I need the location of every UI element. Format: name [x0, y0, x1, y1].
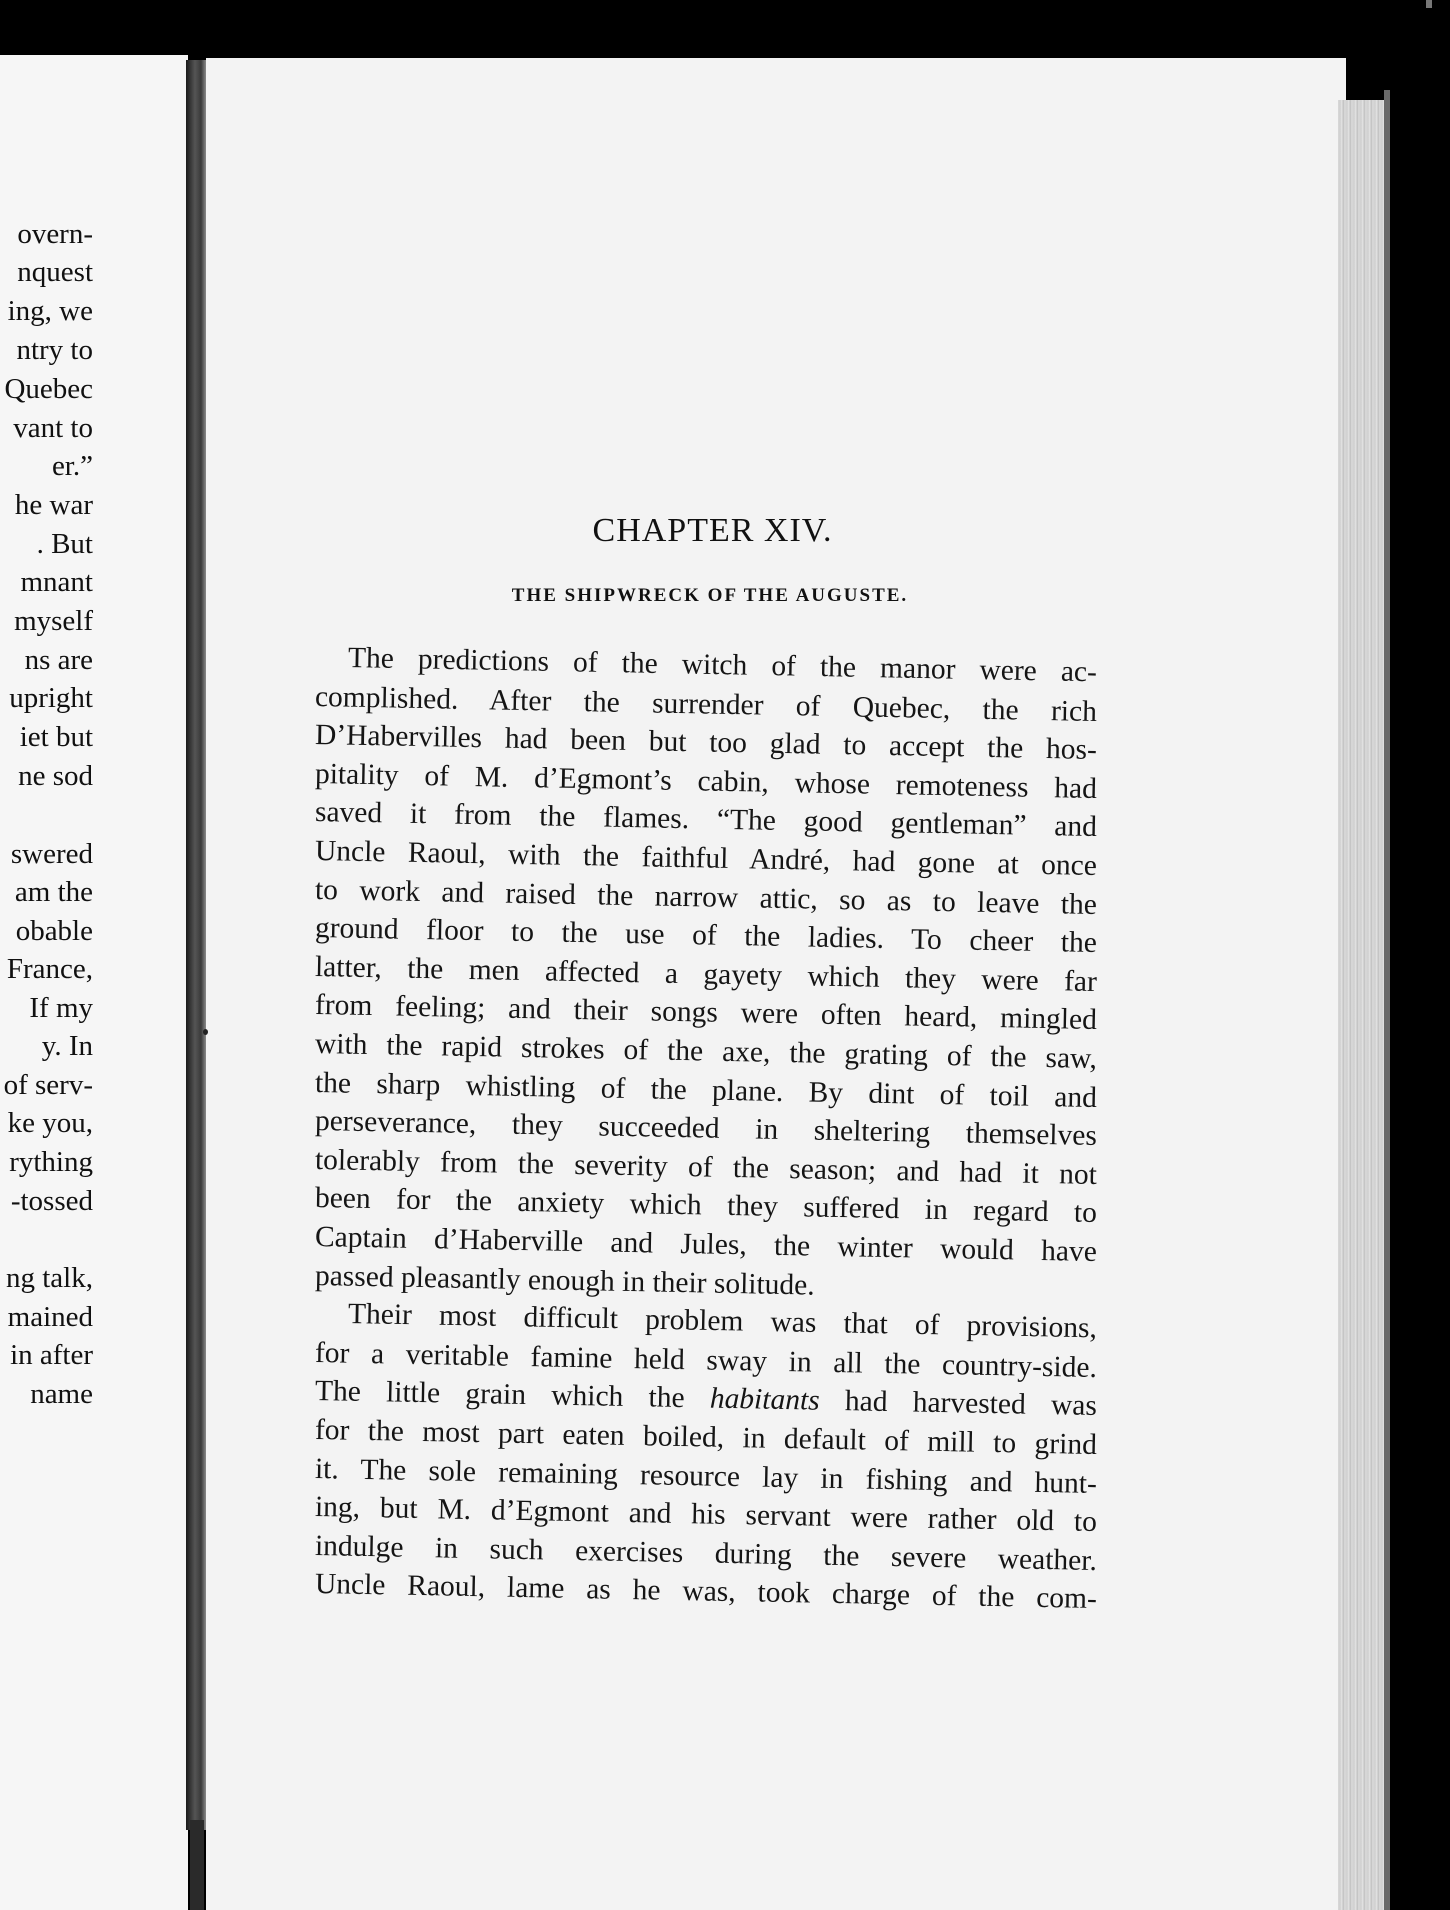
left-page-line: iet but [19, 721, 93, 753]
left-page-line: obable [15, 915, 93, 947]
body-line: for a veritable famine held sway in all the country-side. [314, 1336, 1098, 1384]
left-page-line: . But [36, 528, 93, 560]
left-page-line: ke you, [7, 1107, 93, 1139]
body-line: Captain d’Haberville and Jules, the winter would have [314, 1221, 1098, 1269]
body-line: the sharp whistling of the plane. By dint of toil and [314, 1066, 1098, 1114]
left-page-line: nquest [17, 256, 93, 288]
left-page-line: mnant [20, 566, 93, 598]
left-page-line: mained [7, 1301, 93, 1333]
body-line: ing, but M. d’Egmont and his servant were rather old to [314, 1491, 1098, 1539]
left-page-line: If my [29, 992, 93, 1024]
body-line: it. The sole remaining resource lay in fishing and hunt- [314, 1452, 1098, 1500]
body-line: to work and raised the narrow attic, so as to leave the [314, 873, 1098, 921]
left-page-line: y. In [41, 1030, 93, 1062]
left-page-line: ns are [24, 644, 93, 676]
left-page-line: in after [10, 1339, 93, 1371]
left-page-line: of serv- [3, 1069, 93, 1101]
body-line: passed pleasantly enough in their solitude. [314, 1259, 815, 1302]
left-facing-page [0, 55, 188, 1910]
left-page-line: France, [6, 953, 93, 985]
left-page-line: am the [14, 876, 93, 908]
body-line: pitality of M. d’Egmont’s cabin, whose remoteness had [314, 757, 1098, 805]
body-line: Uncle Raoul, with the faithful André, had gone at once [314, 835, 1098, 883]
margin-mark [203, 1029, 208, 1035]
left-page-line: rything [9, 1146, 93, 1178]
body-line: for the most part eaten boiled, in default of mill to grind [314, 1414, 1098, 1462]
body-line: ground floor to the use of the ladies. To cheer the [314, 912, 1098, 960]
left-page-line: myself [14, 605, 93, 637]
body-line: The little grain which the habitants had harvested was [314, 1375, 1098, 1423]
body-line: Uncle Raoul, lame as he was, took charge of the com- [314, 1568, 1098, 1616]
body-line: Their most difficult problem was that of provisions, [347, 1298, 1098, 1345]
left-page-line: Quebec [4, 373, 93, 405]
left-page-line: ng talk, [6, 1262, 93, 1294]
book-gutter-tail [190, 1820, 204, 1910]
book-gutter [186, 60, 206, 1830]
body-line: latter, the men affected a gayety which they were far [314, 950, 1098, 998]
page-edges [1338, 100, 1386, 1910]
chapter-title: CHAPTER XIV. [592, 512, 833, 549]
body-line: with the rapid strokes of the axe, the grating of the saw, [314, 1028, 1098, 1076]
left-page-line: ing, we [7, 295, 93, 327]
body-line: perseverance, they succeeded in sheltering themselves [314, 1105, 1098, 1153]
left-page-line: ne sod [18, 760, 93, 792]
body-line: The predictions of the witch of the manor were ac- [347, 642, 1098, 689]
page-edge-shadow [1384, 90, 1390, 1910]
body-line: D’Habervilles had been but too glad to accept the hos- [314, 719, 1098, 767]
left-page-line: swered [10, 838, 93, 870]
chapter-subtitle: THE SHIPWRECK OF THE AUGUSTE. [511, 585, 909, 606]
body-line: indulge in such exercises during the severe weather. [314, 1529, 1098, 1577]
left-page-line: ntry to [16, 334, 93, 366]
left-page-line: er.” [51, 450, 93, 482]
left-page-line: overn- [17, 218, 93, 250]
body-line: saved it from the flames. “The good gentleman” and [314, 796, 1098, 844]
scan-artifact [1426, 0, 1432, 8]
body-line: been for the anxiety which they suffered in regard to [314, 1182, 1098, 1230]
left-page-line: name [30, 1378, 93, 1410]
body-line: from feeling; and their songs were often heard, mingled [314, 989, 1098, 1037]
left-page-line: -tossed [10, 1185, 93, 1217]
left-page-line: upright [9, 682, 93, 714]
body-line: tolerably from the severity of the season; and had it not [314, 1143, 1098, 1191]
left-page-line: he war [14, 489, 93, 521]
body-line: complished. After the surrender of Quebec, the rich [314, 680, 1098, 728]
left-page-line: vant to [13, 412, 93, 444]
